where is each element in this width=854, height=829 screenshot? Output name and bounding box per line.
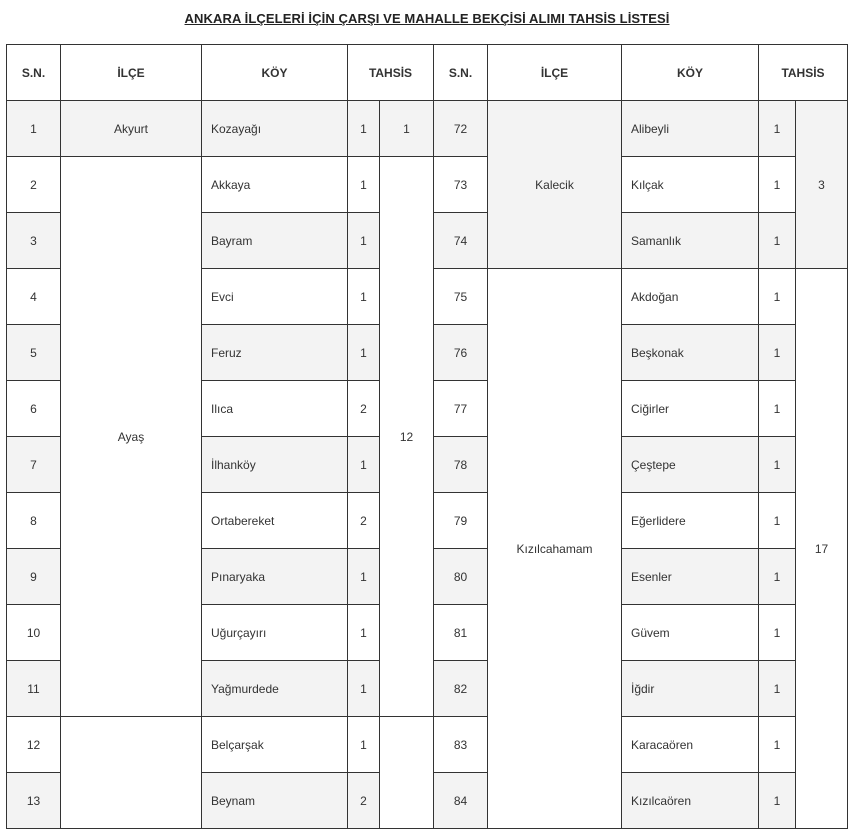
header-sn: S.N.: [7, 45, 61, 101]
sn-cell: 81: [434, 605, 488, 661]
sn-cell: 11: [7, 661, 61, 717]
sn-cell: 13: [7, 773, 61, 829]
tahsis-cell: 1: [759, 213, 796, 269]
tahsis-cell: 1: [759, 269, 796, 325]
koy-cell: Akkaya: [202, 157, 348, 213]
tahsis-cell: 1: [759, 493, 796, 549]
ilce-cell: Kızılcahamam: [488, 269, 622, 829]
header-ilce: İLÇE: [61, 45, 202, 101]
koy-cell: Uğurçayırı: [202, 605, 348, 661]
sn-cell: 80: [434, 549, 488, 605]
sn-cell: 79: [434, 493, 488, 549]
koy-cell: İğdir: [622, 661, 759, 717]
sn-cell: 1: [7, 101, 61, 157]
koy-cell: Ortabereket: [202, 493, 348, 549]
tahsis-cell: 2: [348, 493, 380, 549]
ilce-total-cell: [380, 717, 434, 829]
tahsis-cell: 1: [348, 605, 380, 661]
sn-cell: 12: [7, 717, 61, 773]
tahsis-cell: 2: [348, 381, 380, 437]
tahsis-cell: 1: [759, 605, 796, 661]
header-koy: KÖY: [202, 45, 348, 101]
koy-cell: Kozayağı: [202, 101, 348, 157]
koy-cell: Pınaryaka: [202, 549, 348, 605]
koy-cell: Yağmurdede: [202, 661, 348, 717]
koy-cell: Karacaören: [622, 717, 759, 773]
sn-cell: 5: [7, 325, 61, 381]
header-sn: S.N.: [434, 45, 488, 101]
header-ilce: İLÇE: [488, 45, 622, 101]
sn-cell: 3: [7, 213, 61, 269]
koy-cell: Kızılcaören: [622, 773, 759, 829]
ilce-total-cell: 3: [796, 101, 848, 269]
tahsis-cell: 1: [759, 437, 796, 493]
sn-cell: 4: [7, 269, 61, 325]
tahsis-cell: 1: [759, 661, 796, 717]
koy-cell: Evci: [202, 269, 348, 325]
sn-cell: 83: [434, 717, 488, 773]
tahsis-cell: 1: [348, 157, 380, 213]
tahsis-cell: 1: [759, 101, 796, 157]
tahsis-cell: 1: [348, 661, 380, 717]
sn-cell: 72: [434, 101, 488, 157]
koy-cell: Ciğirler: [622, 381, 759, 437]
tahsis-cell: 1: [348, 325, 380, 381]
koy-cell: Ilıca: [202, 381, 348, 437]
sn-cell: 10: [7, 605, 61, 661]
koy-cell: Esenler: [622, 549, 759, 605]
tahsis-cell: 1: [759, 157, 796, 213]
tahsis-cell: 1: [759, 549, 796, 605]
koy-cell: Güvem: [622, 605, 759, 661]
ilce-total-cell: 1: [380, 101, 434, 157]
koy-cell: Belçarşak: [202, 717, 348, 773]
koy-cell: Kılçak: [622, 157, 759, 213]
tahsis-cell: 1: [759, 381, 796, 437]
koy-cell: Beşkonak: [622, 325, 759, 381]
tahsis-table: [6, 44, 848, 829]
sn-cell: 2: [7, 157, 61, 213]
header-row: [7, 45, 848, 101]
sn-cell: 74: [434, 213, 488, 269]
ilce-total-cell: 12: [380, 157, 434, 717]
tahsis-cell: 1: [348, 213, 380, 269]
ilce-cell: Akyurt: [61, 101, 202, 157]
ilce-total-cell: 17: [796, 269, 848, 829]
sn-cell: 78: [434, 437, 488, 493]
table-row: [7, 101, 848, 157]
koy-cell: Samanlık: [622, 213, 759, 269]
sn-cell: 75: [434, 269, 488, 325]
tahsis-cell: 1: [759, 773, 796, 829]
header-tahsis: TAHSİS: [348, 45, 434, 101]
sn-cell: 7: [7, 437, 61, 493]
ilce-cell: [61, 717, 202, 829]
tahsis-cell: 1: [348, 549, 380, 605]
table-row: [7, 717, 848, 773]
tahsis-cell: 1: [348, 101, 380, 157]
koy-cell: Alibeyli: [622, 101, 759, 157]
header-koy: KÖY: [622, 45, 759, 101]
tahsis-cell: 1: [759, 717, 796, 773]
header-tahsis: TAHSİS: [759, 45, 848, 101]
koy-cell: Akdoğan: [622, 269, 759, 325]
tahsis-cell: 1: [759, 325, 796, 381]
tahsis-cell: 2: [348, 773, 380, 829]
sn-cell: 76: [434, 325, 488, 381]
sn-cell: 8: [7, 493, 61, 549]
koy-cell: Beynam: [202, 773, 348, 829]
koy-cell: Eğerlidere: [622, 493, 759, 549]
tahsis-cell: 1: [348, 269, 380, 325]
ilce-cell: Ayaş: [61, 157, 202, 717]
tahsis-cell: 1: [348, 437, 380, 493]
sn-cell: 73: [434, 157, 488, 213]
sn-cell: 77: [434, 381, 488, 437]
koy-cell: Feruz: [202, 325, 348, 381]
sn-cell: 82: [434, 661, 488, 717]
table-row: [7, 157, 848, 213]
tahsis-cell: 1: [348, 717, 380, 773]
koy-cell: İlhanköy: [202, 437, 348, 493]
ilce-cell: Kalecik: [488, 101, 622, 269]
sn-cell: 84: [434, 773, 488, 829]
page-title: ANKARA İLÇELERİ İÇİN ÇARŞI VE MAHALLE BEKÇİSİ ALIMI TAHSİS LİSTESİ: [184, 11, 670, 26]
sn-cell: 6: [7, 381, 61, 437]
koy-cell: Çeştepe: [622, 437, 759, 493]
sn-cell: 9: [7, 549, 61, 605]
koy-cell: Bayram: [202, 213, 348, 269]
